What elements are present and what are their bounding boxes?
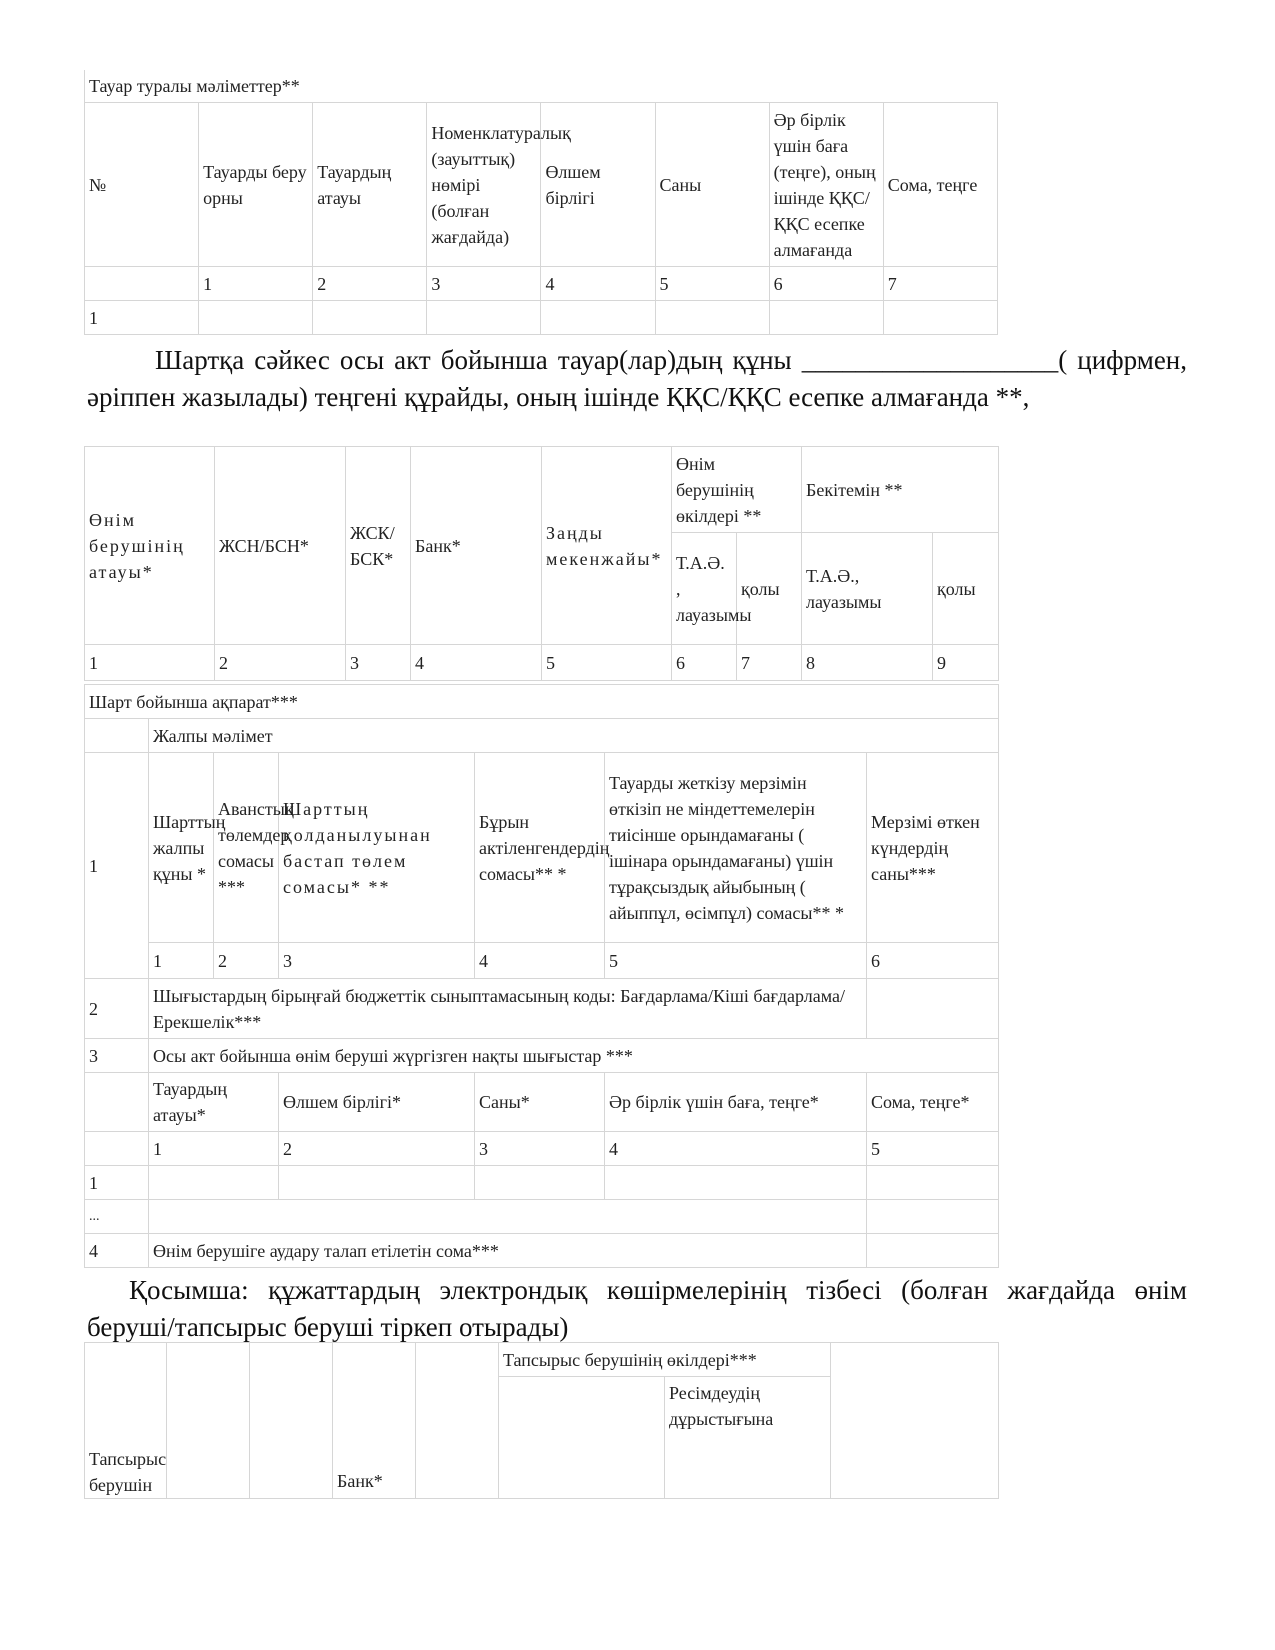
col-number: 6	[867, 943, 999, 979]
amount-to-transfer-value[interactable]	[867, 1234, 999, 1268]
header-nomenclature-number: Номенклатуралық (зауыттық) нөмірі (болған жағдайда)	[427, 103, 541, 267]
cell[interactable]	[279, 1166, 475, 1200]
col-number: 2	[313, 267, 427, 301]
header-approve-signature: қолы	[933, 533, 999, 645]
header-advance-payments: Аванстық төлемдер сомасы ***	[214, 753, 279, 943]
header-rep-name: Т.А.Ә. , лауазымы	[672, 533, 737, 645]
table-row	[85, 1166, 999, 1200]
header-rep-signature: қолы	[737, 533, 802, 645]
col-number: 5	[605, 943, 867, 979]
header-customer-name: Тапсырыс берушін	[85, 1343, 167, 1499]
actual-expenses-label: Осы акт бойынша өнім беруші жүргізген нақты шығыстар ***	[149, 1039, 999, 1073]
cell[interactable]	[427, 301, 541, 335]
header-payment-since-start: Шарттың қолданылуынан бастап төлем сомасы* **	[279, 753, 475, 943]
header-supplier-name: Өнім берушінің атауы*	[85, 447, 215, 645]
header-approve-name: Т.А.Ә., лауазымы	[802, 533, 933, 645]
col-number: 6	[672, 645, 737, 681]
supplier-table	[84, 446, 999, 681]
row-number: 1	[85, 1166, 149, 1200]
empty-cell	[149, 1200, 867, 1234]
cell[interactable]	[541, 301, 655, 335]
cell[interactable]	[605, 1166, 867, 1200]
col-number: 3	[346, 645, 411, 681]
row-number: 1	[85, 753, 149, 979]
col-number: 1	[199, 267, 313, 301]
amount-to-transfer-label: Өнім берушіге аудару талап етілетін сома***	[149, 1234, 867, 1268]
contract-info-table	[84, 684, 999, 1268]
ellipsis: ...	[85, 1200, 149, 1234]
col-number	[85, 267, 199, 301]
header-supplier-reps: Өнім берушінің өкілдері **	[672, 447, 802, 533]
header-bank: Банк*	[333, 1343, 416, 1499]
header-customer-reps: Тапсырыс берушінің өкілдері***	[499, 1343, 831, 1377]
header-approve: Бекітемін **	[802, 447, 999, 533]
col-number: 7	[737, 645, 802, 681]
cell[interactable]	[313, 301, 427, 335]
cell[interactable]	[475, 1166, 605, 1200]
header-unit-price: Әр бірлік үшін баға (теңге), оның ішінде ҚҚС/ҚҚС есепке алмағанда	[769, 103, 883, 267]
cell[interactable]	[867, 1166, 999, 1200]
cell[interactable]	[655, 301, 769, 335]
col-number: 8	[802, 645, 933, 681]
header-quantity: Саны	[655, 103, 769, 267]
general-info-label: Жалпы мәлімет	[149, 719, 999, 753]
header-expense-quantity: Саны*	[475, 1073, 605, 1132]
cell[interactable]	[199, 301, 313, 335]
col-number: 4	[605, 1132, 867, 1166]
col-number: 4	[475, 943, 605, 979]
contract-info-title: Шарт бойынша ақпарат***	[85, 685, 999, 719]
header-number: №	[85, 103, 199, 267]
col-number: 2	[214, 943, 279, 979]
empty-header	[416, 1343, 499, 1499]
empty-cell	[85, 1073, 149, 1132]
header-expense-sum: Сома, теңге*	[867, 1073, 999, 1132]
header-expense-unit-price: Әр бірлік үшін баға, теңге*	[605, 1073, 867, 1132]
col-number: 5	[655, 267, 769, 301]
col-number: 4	[541, 267, 655, 301]
col-number: 9	[933, 645, 999, 681]
empty-cell	[867, 1200, 999, 1234]
goods-info-table	[84, 70, 998, 335]
header-sum: Сома, теңге	[883, 103, 997, 267]
row-number: 1	[85, 301, 199, 335]
budget-classification-label: Шығыстардың бірыңғай бюджеттік сыныптамасының коды: Бағдарлама/Кіші бағдарлама/Ерекшелік***	[149, 979, 867, 1039]
cell[interactable]	[149, 1166, 279, 1200]
col-number: 3	[427, 267, 541, 301]
header-iik-bik: ЖСК/ БСК*	[346, 447, 411, 645]
cell[interactable]	[883, 301, 997, 335]
empty-header	[499, 1377, 665, 1499]
header-delivery-place: Тауарды беру орны	[199, 103, 313, 267]
empty-cell	[85, 1132, 149, 1166]
header-contract-total: Шарттың жалпы құны *	[149, 753, 214, 943]
col-number: 3	[279, 943, 475, 979]
col-number: 6	[769, 267, 883, 301]
col-number: 1	[149, 943, 214, 979]
col-number: 5	[542, 645, 672, 681]
cell[interactable]	[769, 301, 883, 335]
empty-cell	[85, 719, 149, 753]
header-correctness: Ресімдеудің дұрыстығына	[665, 1377, 831, 1499]
col-number: 7	[883, 267, 997, 301]
col-number: 3	[475, 1132, 605, 1166]
col-number: 2	[279, 1132, 475, 1166]
header-unit: Өлшем бірлігі	[541, 103, 655, 267]
budget-classification-value[interactable]	[867, 979, 999, 1039]
col-number: 1	[85, 645, 215, 681]
empty-header	[250, 1343, 333, 1499]
header-overdue-days: Мерзімі өткен күндердің саны***	[867, 753, 999, 943]
col-number: 1	[149, 1132, 279, 1166]
row-number: 4	[85, 1234, 149, 1268]
header-penalty-amount: Тауарды жеткізу мерзімін өткізіп не міндеттемелерін тиісінше орындамағаны ( ішінара орындамағаны) үшін тұрақсыздық айыбының ( айыппұл, өсімпұл) сомасы** *	[605, 753, 867, 943]
customer-table	[84, 1342, 999, 1499]
row-number: 2	[85, 979, 149, 1039]
header-expense-unit: Өлшем бірлігі*	[279, 1073, 475, 1132]
header-goods-name: Тауардың атауы	[313, 103, 427, 267]
header-bank: Банк*	[411, 447, 542, 645]
goods-value-paragraph: Шартқа сәйкес осы акт бойынша тауар(лар)дың құны ___________________( цифрмен, әріппен жазылады) теңгені құрайды, оның ішінде ҚҚС/ҚҚС есепке алмағанда **,	[87, 345, 1187, 412]
attachments-paragraph: Қосымша: құжаттардың электрондық көшірмелерінің тізбесі (болған жағдайда өнім беруші/тапсырыс беруші тіркеп отырады)	[87, 1275, 1187, 1342]
empty-header	[167, 1343, 250, 1499]
col-number: 4	[411, 645, 542, 681]
col-number: 5	[867, 1132, 999, 1166]
row-number: 3	[85, 1039, 149, 1073]
header-iin-bin: ЖСН/БСН*	[215, 447, 346, 645]
header-legal-address: Заңды мекенжайы*	[542, 447, 672, 645]
table-row	[85, 301, 998, 335]
empty-header	[831, 1343, 999, 1499]
col-number: 2	[215, 645, 346, 681]
header-previously-acted: Бұрын актіленгендердің сомасы** *	[475, 753, 605, 943]
header-expense-goods-name: Тауардың атауы*	[149, 1073, 279, 1132]
goods-info-title: Тауар туралы мәліметтер**	[85, 70, 998, 103]
